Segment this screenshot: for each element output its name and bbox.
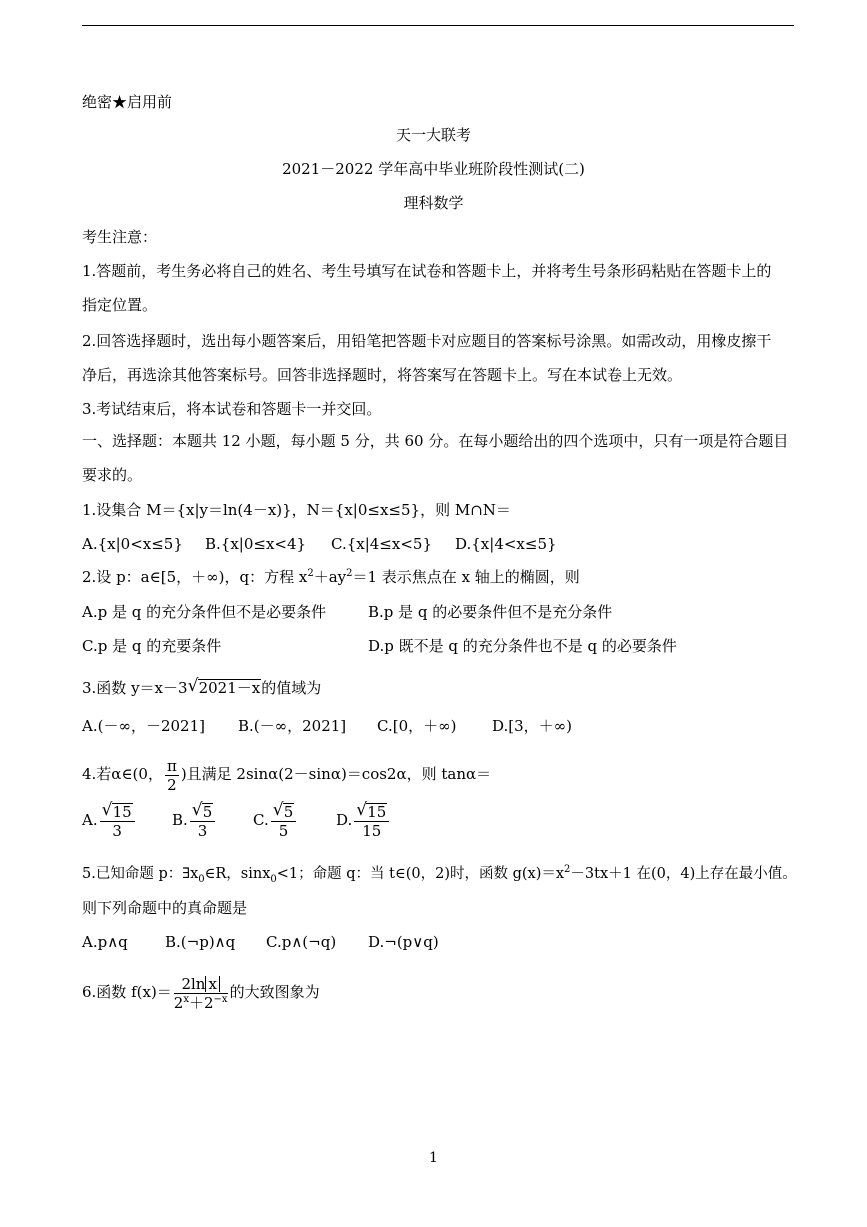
page-number: 1 [429, 1150, 438, 1166]
q5-stem-b: 则下列命题中的真命题是 [82, 899, 248, 917]
section-heading-a: 一、选择题：本题共 12 小题，每小题 5 分，共 60 分。在每小题给出的四个选项中，只有一项是符合题目 [82, 432, 789, 450]
q2-option-d: D.p 既不是 q 的充分条件也不是 q 的必要条件 [368, 637, 677, 655]
q3-option-c: C.[0，＋∞) [377, 717, 457, 735]
q3-option-d: D.[3，＋∞) [492, 717, 573, 735]
pi-over-2-fraction: $\frac{\pi}{2}$ [166, 756, 177, 794]
exam-subject: 理科数学 [403, 194, 464, 212]
q5-option-b: B.(¬p)∧q [165, 933, 236, 951]
q1-option-a: A.{x|0<x≤5} [82, 535, 183, 553]
q2-option-a: A.p 是 q 的充分条件但不是必要条件 [82, 603, 327, 621]
q5-option-a: A.p∧q [82, 933, 128, 951]
q3-stem: 3.函数 y＝x－3 √ 2021－x的值域为 [82, 676, 322, 697]
header-rule [82, 25, 794, 26]
section-heading-b: 要求的。 [82, 466, 143, 484]
sqrt-expression: √ 2021－x [187, 676, 261, 697]
q4-option-a: A. √ 15 3 [82, 800, 137, 840]
q4-option-c: C. √ 5 5 [253, 800, 298, 840]
confidential-label: 绝密★启用前 [82, 93, 173, 111]
q3-option-b: B.(－∞，2021] [238, 717, 347, 735]
notice-1a: 1.答题前，考生务必将自己的姓名、考生号填写在试卷和答题卡上，并将考生号条形码粘贴在答题卡上的 [82, 262, 772, 280]
q4-option-d: D. √ 15 15 [336, 800, 391, 840]
notice-1b: 指定位置。 [82, 296, 158, 314]
notice-2b: 净后，再选涂其他答案标号。回答非选择题时，将答案写在答题卡上。写在本试卷上无效。 [82, 366, 683, 384]
q6-stem: 6.函数 f(x)＝ $\frac{\text{2ln x}}{2^x+2^{-x}}$ 的大致图象为 [82, 974, 320, 1012]
q4-stem: 4.若α∈(0， $\frac{\pi}{2}$ )且满足 2sinα(2－sinα)＝cos2α，则 tanα＝ [82, 756, 492, 794]
q5-option-c: C.p∧(¬q) [266, 933, 337, 951]
q4-option-b: B. √ 5 3 [172, 800, 217, 840]
q1-option-d: D.{x|4<x≤5} [455, 535, 557, 553]
exam-org: 天一大联考 [395, 126, 471, 144]
q2-stem: 2.设 p：a∈[5，＋∞)，q：方程 $x^2+ay^2=1$ 表示焦点在 x 轴上的椭圆，则 [82, 568, 580, 586]
notice-3: 3.考试结束后，将本试卷和答题卡一并交回。 [82, 400, 382, 418]
q2-option-b: B.p 是 q 的必要条件但不是充分条件 [368, 603, 613, 621]
q1-stem: 1.设集合 M＝{x|y＝ln(4－x)}，N＝{x|0≤x≤5}，则 M∩N＝ [82, 501, 511, 519]
q1-option-c: C.{x|4≤x<5} [331, 535, 432, 553]
notice-heading: 考生注意： [82, 228, 158, 246]
q5-option-d: D.¬(p∨q) [368, 933, 439, 951]
q1-option-b: B.{x|0≤x<4} [205, 535, 307, 553]
notice-2a: 2.回答选择题时，选出每小题答案后，用铅笔把答题卡对应题目的答案标号涂黑。如需改动，用橡皮擦干 [82, 332, 772, 350]
q3-option-a: A.(－∞，－2021] [82, 717, 205, 735]
q5-stem-a: 5.已知命题 p：$\exists x_0\in R$，sinx$_0$<1；命题 q：当 t∈(0，2)时，函数 $g(x)=x^2-3tx+1$ 在(0，4)上存在最小值。 [82, 864, 797, 885]
q2-option-c: C.p 是 q 的充要条件 [82, 637, 222, 655]
exam-title: 2021－2022 学年高中毕业班阶段性测试(二) [282, 160, 585, 178]
fx-fraction: $\frac{\text{2ln x}}{2^x+2^{-x}}$ [173, 974, 228, 1012]
